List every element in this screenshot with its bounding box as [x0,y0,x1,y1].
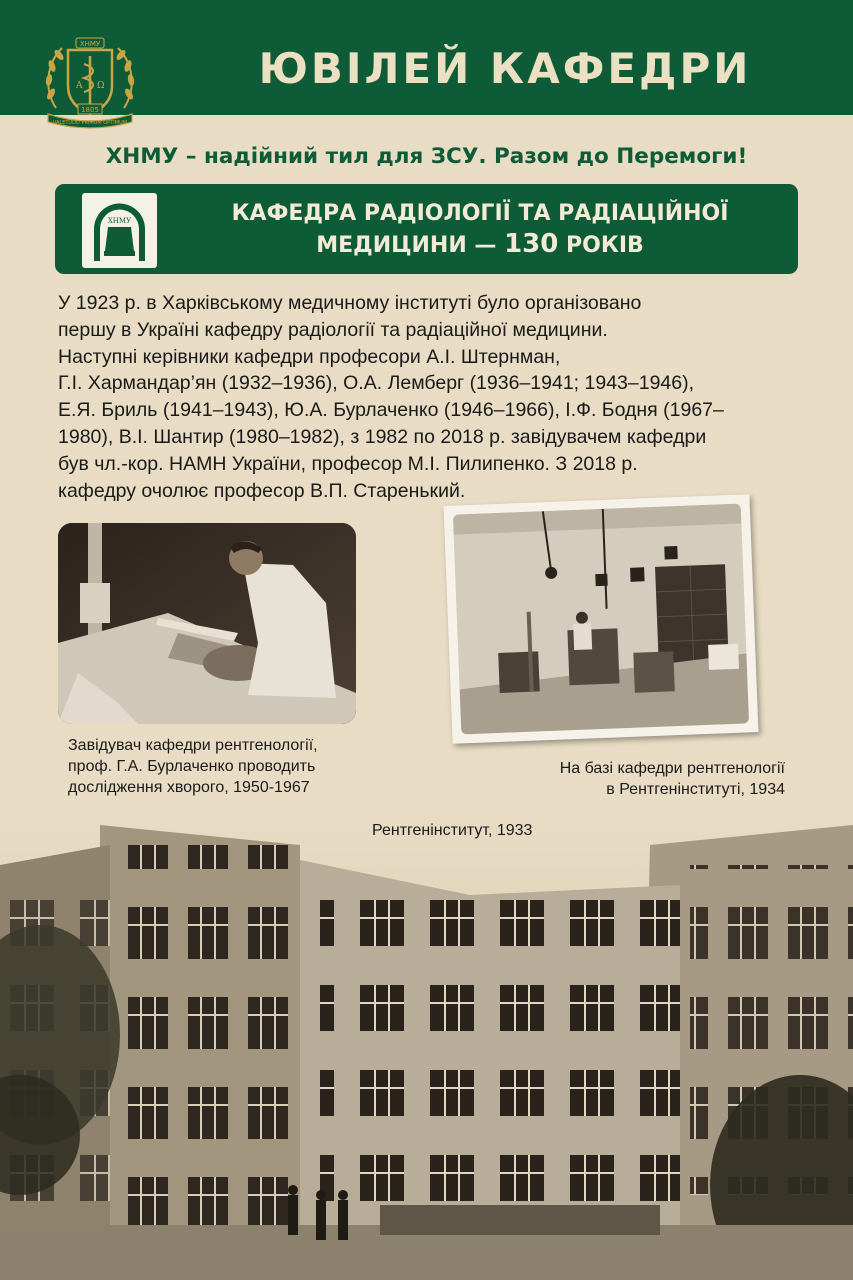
emblem-omega: Ω [97,81,105,91]
caption-professor-examination [68,735,388,798]
history-line: кафедру очолює професор В.П. Старенький. [58,479,466,502]
history-line: Е.Я. Бриль (1941–1943), Ю.А. Бурлаченко (1946–1966), І.Ф. Бодня (1967– [58,399,724,422]
history-line: Наступні керівники кафедри професори А.І. Штернман, [58,345,561,368]
photo-xray-laboratory-image [453,504,749,735]
history-line: У 1923 р. в Харківському медичному інституті було організовано [58,292,642,314]
caption-line: в Рентгенінституті, 1934 [606,781,785,798]
caption-line: дослідження хворого, 1950-1967 [68,779,310,796]
photo-professor-examination [58,523,356,724]
banner-line-1: КАФЕДРА РАДІОЛОГІЇ ТА РАДІАЦІЙНОЇ [231,201,729,226]
emblem-alpha: Α [76,81,83,91]
banner-anniversary-number: 130 [504,229,559,259]
banner-line-2-start: МЕДИЦИНИ — [316,233,505,258]
caption-line: Завідувач кафедри рентгенології, [68,737,318,754]
emblem-year: 1805 [81,106,99,114]
history-line: 1980), В.І. Шантир (1980–1982), з 1982 по 2018 р. завідувачем кафедри [58,425,707,448]
photo-xray-laboratory [444,494,759,744]
banner-heading [185,198,775,261]
xray-tube-icon [82,193,157,268]
caduceus-emblem-icon [38,28,142,132]
emblem-ribbon-text: VALETUDO PRIMUM OPTIMUM [52,120,128,126]
emblem-top-label: ХНМУ [79,40,101,48]
history-line: першу в Україні кафедру радіології та радіаційної медицини. [58,318,608,341]
caption-line: проф. Г.А. Бурлаченко проводить [68,758,316,775]
banner-line-2 [185,229,775,261]
caption-line: На базі кафедри рентгенології [559,760,785,777]
tagline: ХНМУ – надійний тил для ЗСУ. Разом до Перемоги! [105,144,748,169]
photo-roentgen-institute-building [0,805,853,1280]
history-line: був чл.-кор. НАМН України, професор М.І. Пилипенко. З 2018 р. [58,452,638,475]
banner-icon-label: ХНМУ [107,217,132,225]
history-line: Г.І. Хармандар’ян (1932–1936), О.А. Лемберг (1936–1941; 1943–1946), [58,372,695,395]
banner-line-2-end: РОКІВ [558,233,644,258]
history-paragraph [58,290,803,504]
caption-xray-laboratory [470,758,785,800]
department-banner [55,184,798,274]
caption-roentgen-institute: Рентгенінститут, 1933 [372,822,533,839]
page-title: ЮВІЛЕЙ КАФЕДРИ [258,44,752,93]
